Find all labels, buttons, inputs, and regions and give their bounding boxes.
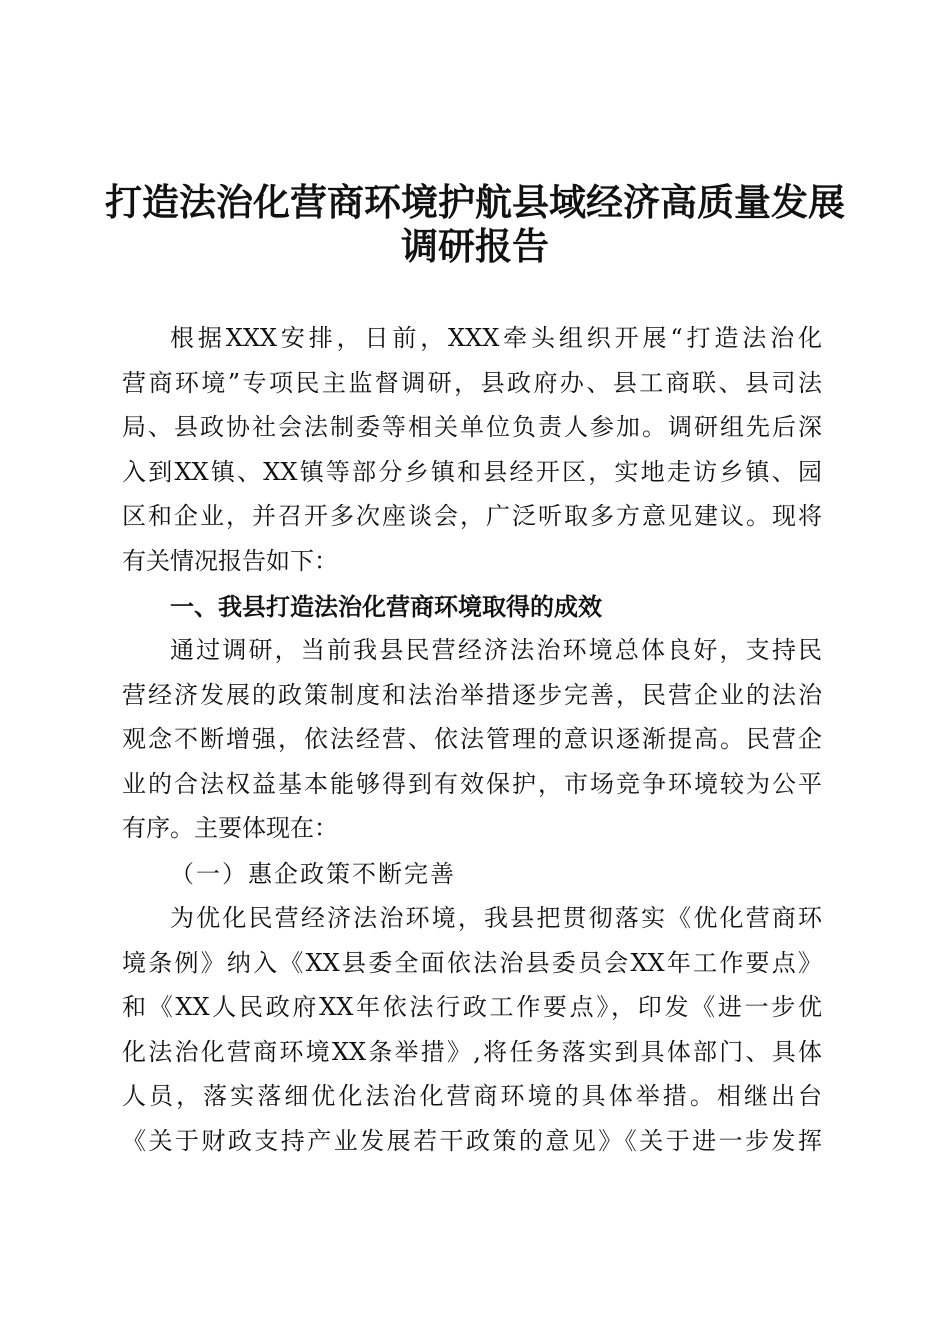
paragraph-line: 通过调研，当前我县民营经济法治环境总体良好，支持民 bbox=[170, 636, 822, 664]
paragraph-line: 区和企业，并召开多次座谈会，广泛听取多方意见建议。现将 bbox=[122, 502, 822, 530]
paragraph-line: 有关情况报告如下： bbox=[122, 546, 338, 575]
paragraph-line: 境条例》纳入《XX县委全面依法治县委员会XX年工作要点》 bbox=[122, 948, 822, 977]
paragraph-line: 根据XXX安排，日前，XXX牵头组织开展“打造法治化 bbox=[170, 324, 822, 352]
paragraph-line: 局、县政协社会法制委等相关单位负责人参加。调研组先后深 bbox=[122, 413, 822, 441]
paragraph-line: 化法治化营商环境XX条举措》,将任务落实到具体部门、具体 bbox=[122, 1037, 822, 1066]
paragraph-line: 入到XX镇、XX镇等部分乡镇和县经开区，实地走访乡镇、园 bbox=[122, 457, 822, 486]
paragraph-line: 观念不断增强，依法经营、依法管理的意识逐渐提高。民营企 bbox=[122, 725, 822, 753]
document-title-line-2: 调研报告 bbox=[401, 224, 549, 268]
paragraph-achievements bbox=[122, 628, 822, 851]
paragraph-policies bbox=[122, 896, 822, 1163]
section-heading-1: 一、我县打造法治化营商环境取得的成效 bbox=[170, 593, 602, 621]
paragraph-intro bbox=[122, 316, 822, 583]
paragraph-line: 和《XX人民政府XX年依法行政工作要点》，印发《进一步优 bbox=[122, 993, 822, 1021]
paragraph-line: 为优化民营经济法治环境，我县把贯彻落实《优化营商环 bbox=[170, 904, 822, 932]
paragraph-line: 《关于财政支持产业发展若干政策的意见》《关于进一步发挥 bbox=[122, 1126, 822, 1155]
paragraph-line: 营经济发展的政策制度和法治举措逐步完善，民营企业的法治 bbox=[122, 680, 822, 709]
subsection-heading-1: （一）惠企政策不断完善 bbox=[170, 860, 456, 888]
document-title-line-1: 打造法治化营商环境护航县域经济高质量发展 bbox=[105, 180, 845, 224]
paragraph-line: 营商环境”专项民主监督调研，县政府办、县工商联、县司法 bbox=[122, 368, 822, 397]
paragraph-line: 人员，落实落细优化法治化营商环境的具体举措。相继出台 bbox=[122, 1082, 822, 1110]
paragraph-line: 业的合法权益基本能够得到有效保护，市场竞争环境较为公平 bbox=[122, 769, 822, 798]
paragraph-line: 有序。主要体现在： bbox=[122, 814, 338, 842]
